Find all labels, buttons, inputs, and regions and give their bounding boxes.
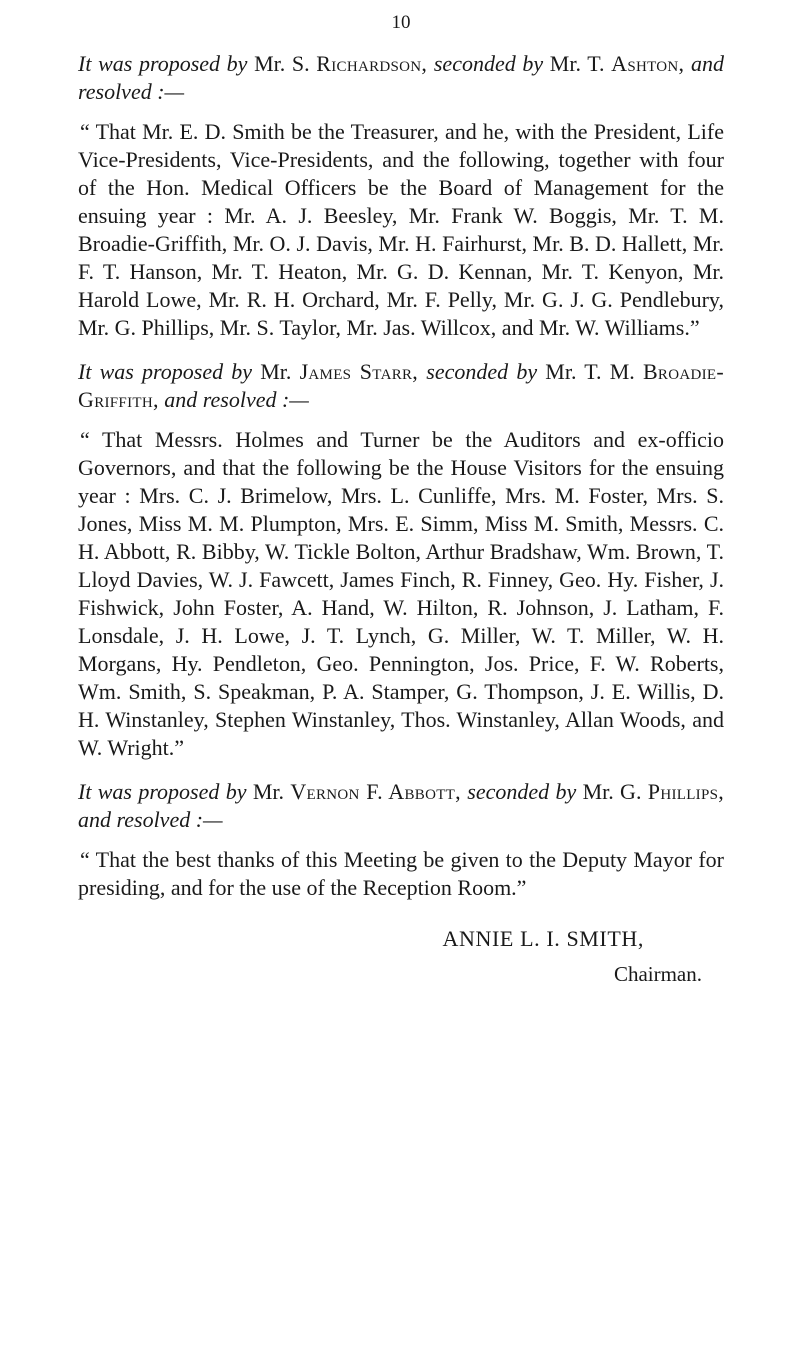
proposer-title: Mr. S. <box>254 51 310 76</box>
proposed-by-label: It was proposed by <box>78 779 247 804</box>
resolved-label: and resolved :— <box>78 807 223 832</box>
motion-intro <box>78 358 724 414</box>
resolved-label: and resolved :— <box>78 51 725 104</box>
proposer-title: Mr. <box>260 359 292 384</box>
seconder-title: Mr. G. <box>582 779 642 804</box>
page-number: 10 <box>391 12 411 33</box>
resolution-text: “ That the best thanks of this Meeting be given to the Deputy Mayor for presiding, and for the use of the Reception Room.” <box>78 847 724 900</box>
proposer-title: Mr. <box>252 779 284 804</box>
seconder-title: Mr. T. M. <box>545 359 635 384</box>
motion-3 <box>78 778 724 902</box>
motion-1 <box>78 50 724 342</box>
proposer-name: Vernon F. Abbott, <box>290 779 461 804</box>
proposed-by-label: It was proposed by <box>78 51 248 76</box>
signature-title: Chairman. <box>613 962 702 986</box>
resolution-text: “ That Mr. E. D. Smith be the Treasurer, and he, with the President, Life Vice-Presidents, Vice-Presidents, and the following, together with four of the Hon. Medical Officers be the Board of Management for the ensuing year : Mr. A. J. Beesley, Mr. Frank W. Boggis, Mr. T. M. Broadie-Griffith, Mr. O. J. Davis, Mr. H. Fairhurst, Mr. B. D. Hallett, Mr. F. T. Hanson, Mr. T. Heaton, Mr. G. D. Kennan, Mr. T. Kenyon, Mr. Harold Lowe, Mr. R. H. Orchard, Mr. F. Pelly, Mr. G. J. G. Pendlebury, Mr. G. Phillips, Mr. S. Taylor, Mr. Jas. Willcox, and Mr. W. Williams.” <box>78 119 724 340</box>
seconded-by-label: seconded by <box>426 359 538 384</box>
seconded-by-label: seconded by <box>433 51 544 76</box>
seconder-title: Mr. T. <box>549 51 605 76</box>
resolved-label: and resolved :— <box>164 387 309 412</box>
proposer-name: Richardson, <box>316 51 428 76</box>
seconder-name: Phillips, <box>647 779 725 804</box>
seconder-name: Broadie-Griffith, <box>78 359 724 412</box>
proposed-by-label: It was proposed by <box>78 359 253 384</box>
motion-intro <box>78 778 724 834</box>
proposer-name: James Starr, <box>299 359 419 384</box>
motion-2 <box>78 358 724 762</box>
motion-intro <box>78 50 724 106</box>
signature-name: ANNIE L. I. SMITH, <box>442 926 644 951</box>
resolution-text: “ That Messrs. Holmes and Turner be the Auditors and ex-officio Governors, and that the following be the House Visitors for the ensuing year : Mrs. C. J. Brimelow, Mrs. L. Cunliffe, Mrs. M. Foster, Mrs. S. Jones, Miss M. M. Plumpton, Mrs. E. Simm, Miss M. Smith, Messrs. C. H. Abbott, R. Bibby, W. Tickle Bolton, Arthur Bradshaw, Wm. Brown, T. Lloyd Davies, W. J. Fawcett, James Finch, R. Finney, Geo. Hy. Fisher, J. Fishwick, John Foster, A. Hand, W. Hilton, R. Johnson, J. Latham, F. Lonsdale, J. H. Lowe, J. T. Lynch, G. Miller, W. T. Miller, W. H. Morgans, Hy. Pendleton, Geo. Pennington, Jos. Price, F. W. Roberts, Wm. Smith, S. Speakman, P. A. Stamper, G. Thompson, J. E. Willis, D. H. Winstanley, Stephen Winstanley, Thos. Winstanley, Allan Woods, and W. Wright.” <box>78 427 724 760</box>
seconded-by-label: seconded by <box>467 779 577 804</box>
seconder-name: Ashton, <box>611 51 685 76</box>
